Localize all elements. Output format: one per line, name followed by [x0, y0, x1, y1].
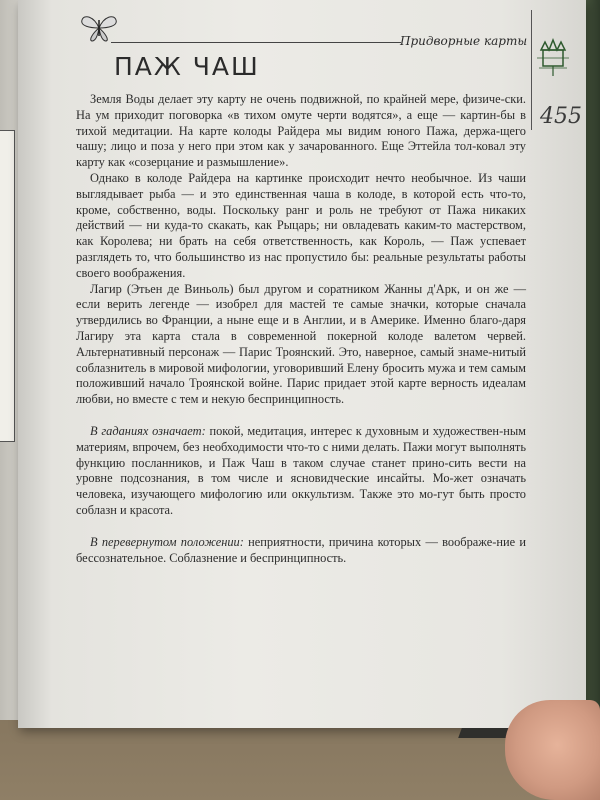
reversed-text: неприятности, причина которых — воображе-ние и бессознательное. Соблазнение и беспринципность.: [76, 534, 526, 565]
paragraph: Земля Воды делает эту карту не очень подвижной, по крайней мере, физиче-ски. На ум приходит поговорка «в тихом омуте черти водятся», а еще — картин-бы в тихой медитации. На карте колоды Райдера мы видим юного Пажа, держа-щего чашу; лицо и поза у него при этом как у зачарованного. Еще Эттейла тол-ковал эту карту как «созерцание и размышление».: [76, 92, 526, 170]
page-number: 455: [540, 104, 582, 129]
butterfly-icon: [80, 14, 118, 42]
header-rule: [111, 42, 401, 43]
divination-paragraph: [76, 424, 526, 519]
book-page: [18, 0, 586, 728]
reversed-paragraph: [76, 535, 526, 567]
thumb: [505, 700, 600, 800]
reversed-lead: В перевернутом положении:: [90, 534, 244, 549]
body-text: [76, 92, 526, 566]
section-header: Придворные карты: [400, 34, 528, 48]
paragraph: Однако в колоде Райдера на картинке происходит нечто необычное. Из чаши выглядывает рыба — и это единственная чаша в колоде, в которой есть что-то, кроме, собственно, воды. Поскольку ранг и роль не требуют от Пажа никаких действий — ни куда-то скакать, как Рыцарь; ни овладевать каким-то мастерством, как Королева; ни брать на себя ответственность, как Король, — Паж успевает разглядеть то, что большинство из нас пропустило бы: реальные результаты работы своего воображения.: [76, 170, 526, 280]
paragraph: Лагир (Этьен де Виньоль) был другом и соратником Жанны д'Арк, и он же — если верить легенде — изобрел для мастей те самые значки, которые сначала утвердились во Франции, а ныне еще и в Англии, и в Америке. Именно благо-даря Лагиру эта карта стала в современной покерной колоде валетом червей. Альтернативный персонаж — Парис Троянский. Это, наверное, самый знаме-нитый соблазнитель в мировой мифологии, уговоривший Елену бросить мужа и тем самым положивший начало Троянской войне. Парис придает этой карте верность идеалам любви, но вместе с тем и некую беспринципность.: [76, 281, 526, 407]
divination-text: покой, медитация, интерес к духовным и художествен-ным материям, впрочем, без необходимости что-то с ними делать. Пажи могут выполнять функцию посланников, и Паж Чаш в таком случае станет прино-сить вести на уровне подсознания, в том числе и ясновидческие инсайты. Мо-жет означать человека, изучающего мифологию или оккультизм. Также это мо-гут быть просто соблазн и красота.: [76, 423, 526, 517]
divination-lead: В гаданиях означает:: [90, 423, 206, 438]
header-side-rule: [531, 10, 532, 130]
page-title: ПАЖ ЧАШ: [114, 52, 260, 81]
crown-cup-icon: [533, 38, 573, 78]
left-page-sidebar: [0, 130, 15, 442]
